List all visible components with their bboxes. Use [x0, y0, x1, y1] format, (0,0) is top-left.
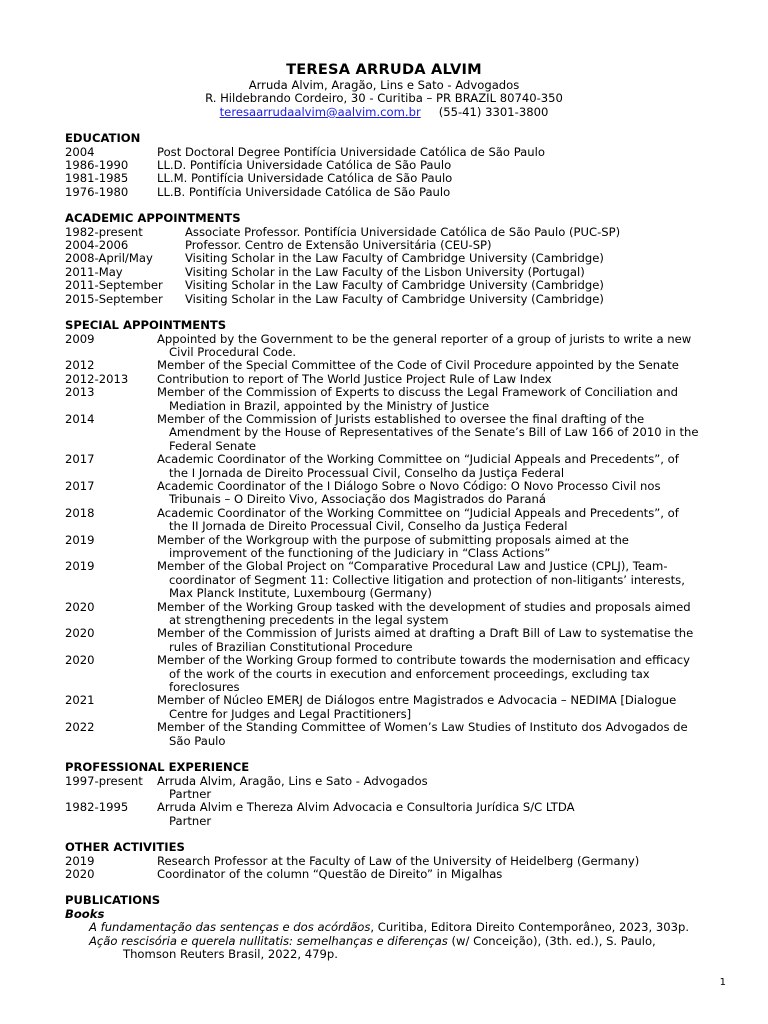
entry-row — [65, 373, 703, 386]
entry-date: 2004 — [65, 144, 95, 159]
entry-line: Member of Núcleo EMERJ de Diálogos entre Magistrados e Advocacia – NEDIMA [Dialogue — [157, 693, 677, 708]
entry-date: 2017 — [65, 452, 95, 467]
entry-row — [65, 507, 703, 534]
publications-subtitle: Books — [65, 906, 105, 921]
entry-row — [65, 333, 703, 360]
entry-line: Tribunais – O Direito Vivo, Associação dos Magistrados do Paraná — [169, 492, 546, 507]
entry-row — [65, 627, 703, 654]
entry-date: 2008-April/May — [65, 251, 153, 266]
entry-row — [65, 266, 703, 279]
entry-row — [65, 480, 703, 507]
entry-line: Member of the Working Group tasked with the development of studies and proposals aimed — [157, 599, 691, 614]
entry-text — [157, 359, 703, 372]
entry-text: LL.D. Pontifícia Universidade Católica de São Paulo — [157, 158, 452, 173]
entry-row — [65, 534, 703, 561]
entry-row — [65, 186, 703, 199]
phone-number: (55-41) 3301-3800 — [438, 104, 549, 119]
email-link[interactable]: teresaarrudaalvim@aalvim.com.br — [219, 104, 421, 119]
entry-date: 2017 — [65, 478, 95, 493]
entry-date: 2013 — [65, 385, 95, 400]
entry-text — [157, 801, 703, 828]
entry-line: foreclosures — [169, 680, 240, 695]
entry-date: 2015-September — [65, 291, 163, 306]
entry-row — [65, 868, 703, 881]
entry-row — [65, 293, 703, 306]
entry-date: 1982-present — [65, 224, 143, 239]
entry-row — [65, 386, 703, 413]
entry-date: 1982-1995 — [65, 800, 129, 815]
entry-line: Academic Coordinator of the Working Committee on “Judicial Appeals and Precedents”, of — [157, 505, 679, 520]
entry-date: 2019 — [65, 532, 95, 547]
entry-row — [65, 721, 703, 748]
entry-line: Arruda Alvim e Thereza Alvim Advocacia e Consultoria Jurídica S/C LTDA — [157, 800, 575, 815]
entry-text — [157, 453, 703, 480]
entry-text: Visiting Scholar in the Law Faculty of Cambridge University (Cambridge) — [185, 291, 604, 306]
publication-title: A fundamentação das sentenças e dos acórdãos — [89, 920, 371, 935]
entry-row — [65, 601, 703, 628]
page-number: 1 — [719, 977, 726, 988]
entry-date: 2019 — [65, 559, 95, 574]
entry-line: Arruda Alvim, Aragão, Lins e Sato - Advogados — [157, 773, 428, 788]
entry-line: Member of the Standing Committee of Women’s Law Studies of Instituto dos Advogados de — [157, 720, 688, 735]
entry-row — [65, 801, 703, 828]
entry-line: rules of Brazilian Constitutional Procedure — [169, 639, 413, 654]
entry-text: Coordinator of the column “Questão de Direito” in Migalhas — [157, 866, 503, 881]
education-section — [65, 132, 703, 199]
section-title: EDUCATION — [65, 131, 141, 146]
entry-text: LL.B. Pontifícia Universidade Católica de São Paulo — [157, 184, 451, 199]
entry-row — [65, 654, 703, 694]
entry-line: Member of the Global Project on “Comparative Procedural Law and Justice (CPLJ), Team- — [157, 559, 668, 574]
entry-date: 2014 — [65, 411, 95, 426]
publications-section — [65, 894, 703, 961]
entry-line: Member of the Special Committee of the Code of Civil Procedure appointed by the Senate — [157, 358, 679, 373]
publication-title: Ação rescisória e querela nullitatis: semelhanças e diferenças — [89, 933, 448, 948]
entry-text — [157, 560, 703, 600]
person-name: TERESA ARRUDA ALVIM — [286, 61, 482, 78]
entry-text: Visiting Scholar in the Law Faculty of Cambridge University (Cambridge) — [185, 251, 604, 266]
entry-date: 1976-1980 — [65, 184, 129, 199]
section-title: ACADEMIC APPOINTMENTS — [65, 211, 241, 226]
entry-date: 2011-May — [65, 264, 123, 279]
entry-line: Member of the Workgroup with the purpose of submitting proposals aimed at the — [157, 532, 629, 547]
entry-text: Research Professor at the Faculty of Law of the University of Heidelberg (Germany) — [157, 853, 640, 868]
entry-date: 2020 — [65, 626, 95, 641]
entry-text — [157, 654, 703, 694]
entry-date: 2012-2013 — [65, 371, 129, 386]
section-title: PROFESSIONAL EXPERIENCE — [65, 760, 250, 775]
publication-continuation: Thomson Reuters Brasil, 2022, 479p. — [123, 946, 338, 961]
entry-line: Member of the Commission of Experts to discuss the Legal Framework of Conciliation and — [157, 385, 678, 400]
entry-date: 2020 — [65, 599, 95, 614]
entry-line: the I Jornada de Direito Processual Civil, Conselho da Justiça Federal — [169, 465, 565, 480]
entry-text — [157, 694, 703, 721]
entry-row — [65, 226, 703, 239]
entry-text: Associate Professor. Pontifícia Universidade Católica de São Paulo (PUC-SP) — [185, 224, 621, 239]
entry-text — [157, 627, 703, 654]
entry-line: Max Planck Institute, Luxembourg (Germany) — [169, 586, 432, 601]
entry-line: of the work of the courts in execution and enforcement proceedings, excluding tax — [169, 666, 650, 681]
entry-date: 2011-September — [65, 278, 163, 293]
entry-line: Academic Coordinator of the I Diálogo Sobre o Novo Código: O Novo Processo Civil nos — [157, 478, 661, 493]
entry-text — [157, 534, 703, 561]
entry-row — [65, 855, 703, 868]
entry-line: Centre for Judges and Legal Practitioners] — [169, 706, 412, 721]
entry-row — [65, 413, 703, 453]
entry-text: LL.M. Pontifícia Universidade Católica de São Paulo — [157, 171, 453, 186]
entry-date: 2012 — [65, 358, 95, 373]
publication-line — [89, 935, 703, 948]
entry-row — [65, 146, 703, 159]
entry-row — [65, 775, 703, 802]
entry-text — [157, 333, 703, 360]
section-title: OTHER ACTIVITIES — [65, 840, 185, 855]
entry-line: Federal Senate — [169, 438, 257, 453]
entry-text: Professor. Centro de Extensão Universitária (CEU-SP) — [185, 238, 492, 253]
contact-line — [65, 106, 703, 119]
entry-text — [157, 373, 703, 386]
entry-date: 1981-1985 — [65, 171, 129, 186]
address: R. Hildebrando Cordeiro, 30 - Curitiba – PR BRAZIL 80740-350 — [205, 91, 563, 106]
section-title: PUBLICATIONS — [65, 893, 161, 908]
professional-section — [65, 761, 703, 828]
entry-text — [157, 480, 703, 507]
entry-text — [157, 721, 703, 748]
entry-row — [65, 172, 703, 185]
entry-date: 2009 — [65, 331, 95, 346]
publication-item — [65, 921, 703, 934]
entry-line: São Paulo — [169, 733, 226, 748]
entry-row — [65, 560, 703, 600]
entry-row — [65, 279, 703, 292]
entry-row — [65, 159, 703, 172]
entry-text: Visiting Scholar in the Law Faculty of the Lisbon University (Portugal) — [185, 264, 585, 279]
entry-line: Civil Procedural Code. — [169, 344, 297, 359]
entry-line: coordinator of Segment 11: Collective litigation and protection of non-litigants’ interests, — [169, 572, 685, 587]
entry-line: Amendment by the House of Representatives of the Senate’s Bill of Law 166 of 2010 in the — [169, 425, 699, 440]
entry-date: 1986-1990 — [65, 158, 129, 173]
entry-line: Member of the Commission of Jurists aimed at drafting a Draft Bill of Law to systematise the — [157, 626, 694, 641]
entry-date: 1997-present — [65, 773, 143, 788]
publication-details: (w/ Conceição), (3th. ed.), S. Paulo, — [447, 933, 656, 948]
entry-date: 2020 — [65, 653, 95, 668]
entry-line: Partner — [169, 786, 212, 801]
cv-header — [65, 61, 703, 119]
entry-row — [65, 453, 703, 480]
entry-line: improvement of the functioning of the Judiciary in “Class Actions” — [169, 546, 551, 560]
other-section — [65, 841, 703, 881]
section-title: SPECIAL APPOINTMENTS — [65, 318, 227, 333]
entry-date: 2004-2006 — [65, 238, 129, 253]
entry-date: 2019 — [65, 853, 95, 868]
entry-text — [157, 507, 703, 534]
entry-line: at strengthening precedents in the legal system — [169, 613, 449, 628]
entry-line: Contribution to report of The World Justice Project Rule of Law Index — [157, 371, 552, 386]
entry-line: Member of the Commission of Jurists established to oversee the final drafting of the — [157, 411, 645, 426]
entry-row — [65, 252, 703, 265]
entry-text — [157, 413, 703, 453]
entry-date: 2020 — [65, 866, 95, 881]
firm-name: Arruda Alvim, Aragão, Lins e Sato - Advogados — [248, 78, 520, 92]
entry-text — [157, 386, 703, 413]
publication-item — [65, 935, 703, 962]
entry-line: Academic Coordinator of the Working Committee on “Judicial Appeals and Precedents”, of — [157, 452, 679, 467]
entry-date: 2018 — [65, 505, 95, 520]
entry-date: 2022 — [65, 720, 95, 735]
entry-line: the II Jornada de Direito Processual Civil, Conselho da Justiça Federal — [169, 519, 568, 534]
entry-line: Mediation in Brazil, appointed by the Ministry of Justice — [169, 398, 490, 413]
cv-page — [65, 61, 703, 961]
entry-row — [65, 239, 703, 252]
entry-line: Appointed by the Government to be the general reporter of a group of jurists to write a new — [157, 331, 692, 346]
special-section — [65, 319, 703, 748]
entry-row — [65, 694, 703, 721]
entry-text: Post Doctoral Degree Pontifícia Universidade Católica de São Paulo — [157, 144, 545, 159]
entry-line: Member of the Working Group formed to contribute towards the modernisation and efficacy — [157, 653, 691, 668]
entry-text: Visiting Scholar in the Law Faculty of Cambridge University (Cambridge) — [185, 278, 604, 293]
publication-line — [89, 921, 703, 934]
entry-text — [157, 601, 703, 628]
entry-text — [157, 775, 703, 802]
publication-details: , Curitiba, Editora Direito Contemporâneo, 2023, 303p. — [370, 920, 690, 935]
entry-date: 2021 — [65, 693, 95, 708]
entry-row — [65, 359, 703, 372]
entry-line: Partner — [169, 813, 212, 828]
academic-section — [65, 212, 703, 306]
